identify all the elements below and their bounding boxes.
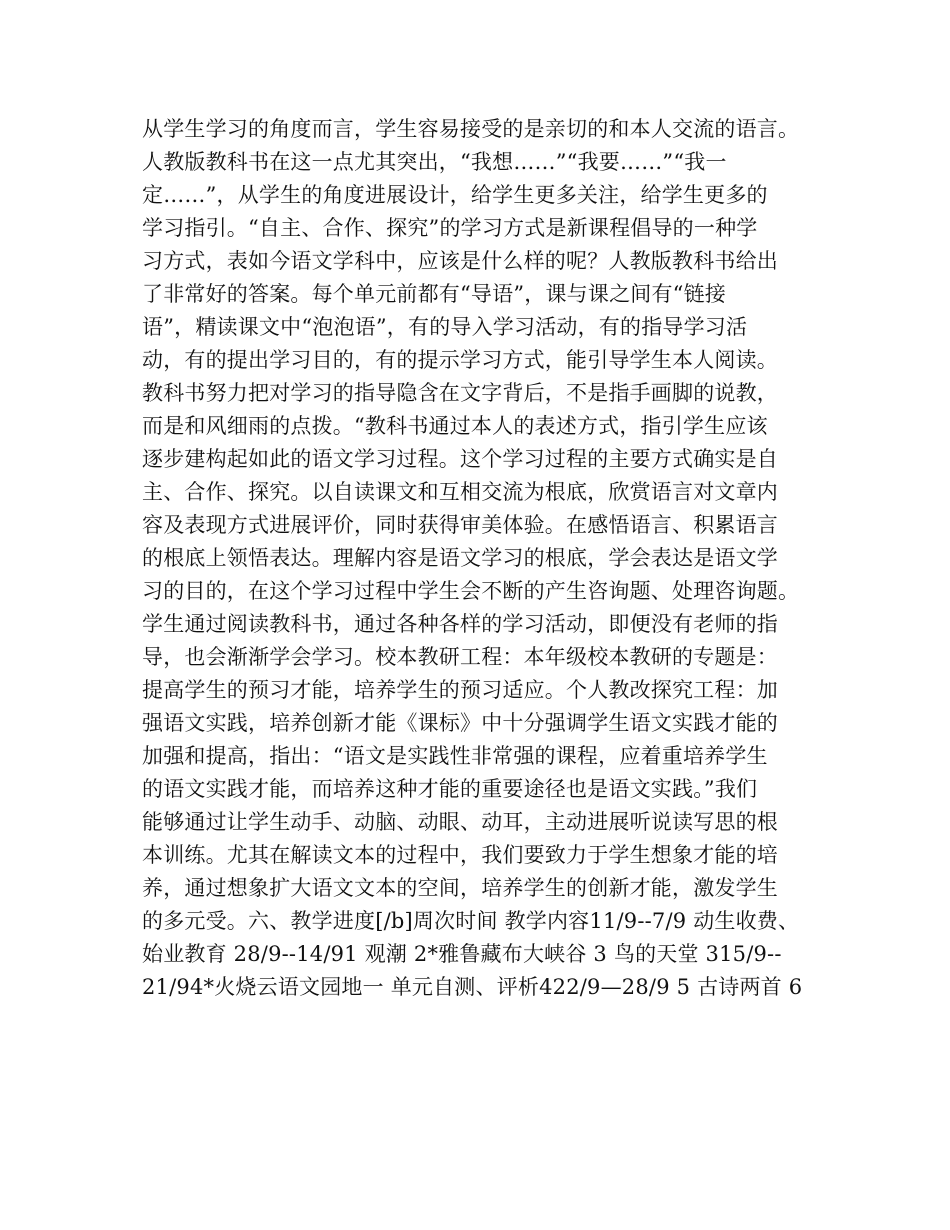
text-line: 学习指引。“自主、合作、探究”的学习方式是新课程倡导的一种学 (142, 216, 758, 240)
text-line: 导，也会渐渐学会学习。校本教研工程：本年级校本教研的专题是： (142, 645, 778, 669)
text-line: 养，通过想象扩大语文文本的空间，培养学生的创新才能，激发学生 (142, 876, 778, 900)
text-line: 提高学生的预习才能，培养学生的预习适应。个人教改探究工程：加 (142, 678, 778, 702)
text-line: 定……”，从学生的角度进展设计，给学生更多关注，给学生更多的 (142, 183, 768, 207)
text-line: 21/94*火烧云语文园地一 单元自测、评析422/9—28/9 5 古诗两首 6 (142, 975, 803, 999)
text-line: 本训练。尤其在解读文本的过程中，我们要致力于学生想象才能的培 (142, 843, 778, 867)
text-line: 的根底上领悟表达。理解内容是语文学习的根底，学会表达是语文学 (142, 546, 778, 570)
text-line: 人教版教科书在这一点尤其突出，“我想……”“我要……”“我一 (142, 150, 727, 174)
body-text (142, 113, 822, 1004)
text-line: 强语文实践，培养创新才能《课标》中十分强调学生语文实践才能的 (142, 711, 778, 735)
text-line: 能够通过让学生动手、动脑、动眼、动耳，主动进展听说读写思的根 (142, 810, 778, 834)
text-line: 而是和风细雨的点拨。“教科书通过本人的表述方式，指引学生应该 (142, 414, 768, 438)
text-line: 语”，精读课文中“泡泡语”，有的导入学习活动，有的指导学习活 (142, 315, 748, 339)
text-line: 逐步建构起如此的语文学习过程。这个学习过程的主要方式确实是自 (142, 447, 778, 471)
text-line: 习的目的，在这个学习过程中学生会不断的产生咨询题、处理咨询题。 (142, 579, 800, 603)
text-line: 了非常好的答案。每个单元前都有“导语”，课与课之间有“链接 (142, 282, 727, 306)
text-line: 从学生学习的角度而言，学生容易接受的是亲切的和本人交流的语言。 (142, 117, 800, 141)
text-line: 学生通过阅读教科书，通过各种各样的学习活动，即便没有老师的指 (142, 612, 778, 636)
text-line: 的多元受。六、教学进度[/b]周次时间 教学内容11/9--7/9 动生收费、 (142, 909, 800, 933)
text-line: 的语文实践才能，而培养这种才能的重要途径也是语文实践。”我们 (142, 777, 758, 801)
text-line: 容及表现方式进展评价，同时获得审美体验。在感悟语言、积累语言 (142, 513, 778, 537)
text-line: 教科书努力把对学习的指导隐含在文字背后，不是指手画脚的说教， (142, 381, 778, 405)
text-line: 习方式，表如今语文学科中，应该是什么样的呢？人教版教科书给出 (142, 249, 778, 273)
text-line: 主、合作、探究。以自读课文和互相交流为根底，欣赏语言对文章内 (142, 480, 778, 504)
text-line: 加强和提高，指出：“语文是实践性非常强的课程，应着重培养学生 (142, 744, 768, 768)
text-line: 动，有的提出学习目的，有的提示学习方式，能引导学生本人阅读。 (142, 348, 778, 372)
text-line: 始业教育 28/9--14/91 观潮 2*雅鲁藏布大峡谷 3 鸟的天堂 315/9-- (142, 942, 782, 966)
